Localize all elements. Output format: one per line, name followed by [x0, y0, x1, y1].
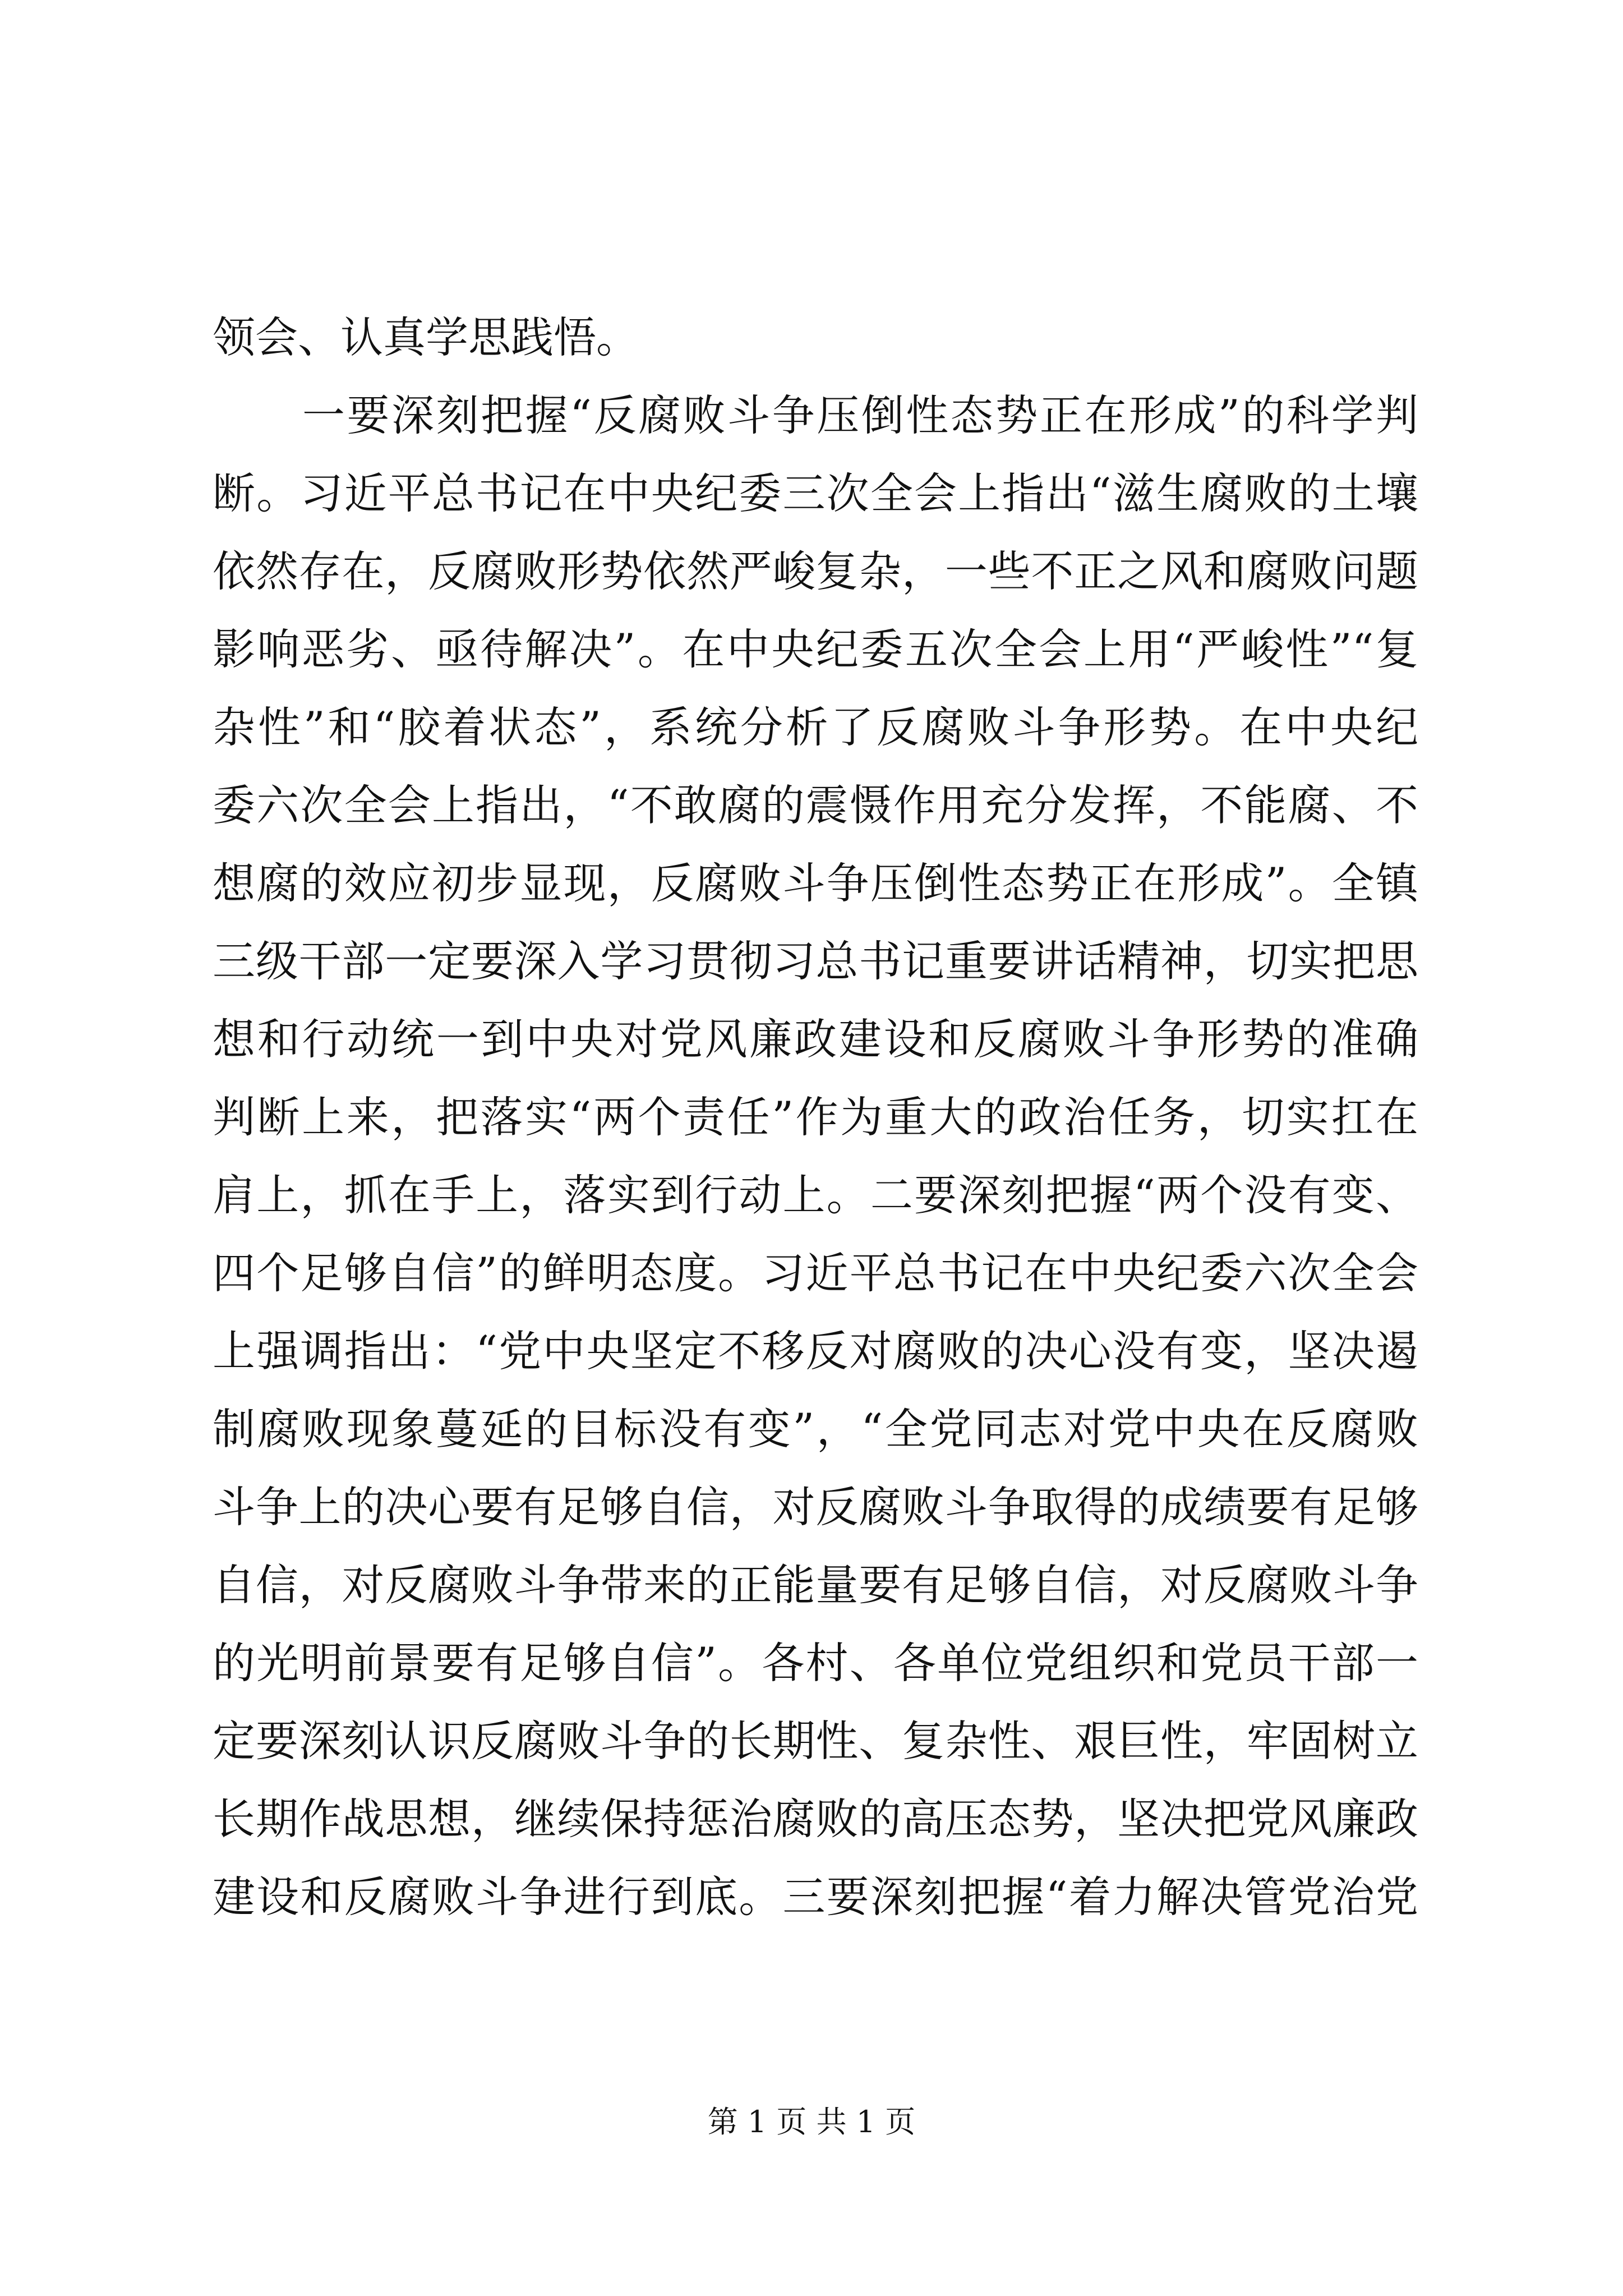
body-text — [213, 298, 1418, 1936]
text-line: 委六次全会上指出，“不敢腐的震慑作用充分发挥，不能腐、不 — [213, 780, 1418, 830]
text-line: 判断上来，把落实“两个责任”作为重大的政治任务，切实扛在 — [213, 1092, 1418, 1142]
text-line: 建设和反腐败斗争进行到底。三要深刻把握“着力解决管党治党 — [213, 1872, 1418, 1922]
text-line: 断。习近平总书记在中央纪委三次全会上指出“滋生腐败的土壤 — [213, 468, 1418, 518]
text-line: 想和行动统一到中央对党风廉政建设和反腐败斗争形势的准确 — [213, 1014, 1418, 1064]
text-line: 肩上，抓在手上，落实到行动上。二要深刻把握“两个没有变、 — [213, 1170, 1418, 1220]
text-line: 想腐的效应初步显现，反腐败斗争压倒性态势正在形成”。全镇 — [213, 858, 1418, 908]
text-line: 杂性”和“胶着状态”，系统分析了反腐败斗争形势。在中央纪 — [213, 702, 1418, 752]
text-line: 上强调指出：“党中央坚定不移反对腐败的决心没有变，坚决遏 — [213, 1326, 1418, 1376]
text-line: 定要深刻认识反腐败斗争的长期性、复杂性、艰巨性，牢固树立 — [213, 1716, 1418, 1766]
text-line: 三级干部一定要深入学习贯彻习总书记重要讲话精神，切实把思 — [213, 936, 1418, 986]
text-line: 领会、认真学思践悟。 — [213, 312, 639, 362]
text-line: 制腐败现象蔓延的目标没有变”，“全党同志对党中央在反腐败 — [213, 1404, 1418, 1454]
text-line: 一要深刻把握“反腐败斗争压倒性态势正在形成”的科学判 — [302, 390, 1418, 440]
text-line: 影响恶劣、亟待解决”。在中央纪委五次全会上用“严峻性”“复 — [213, 624, 1418, 674]
text-line: 依然存在，反腐败形势依然严峻复杂，一些不正之风和腐败问题 — [213, 546, 1418, 596]
text-line: 斗争上的决心要有足够自信，对反腐败斗争取得的成绩要有足够 — [213, 1482, 1418, 1532]
text-line: 的光明前景要有足够自信”。各村、各单位党组织和党员干部一 — [213, 1638, 1418, 1688]
text-line: 自信，对反腐败斗争带来的正能量要有足够自信，对反腐败斗争 — [213, 1560, 1418, 1610]
page-number-footer: 第 1 页 共 1 页 — [707, 2104, 916, 2139]
text-line: 长期作战思想，继续保持惩治腐败的高压态势，坚决把党风廉政 — [213, 1794, 1418, 1844]
text-line: 四个足够自信”的鲜明态度。习近平总书记在中央纪委六次全会 — [213, 1248, 1418, 1298]
